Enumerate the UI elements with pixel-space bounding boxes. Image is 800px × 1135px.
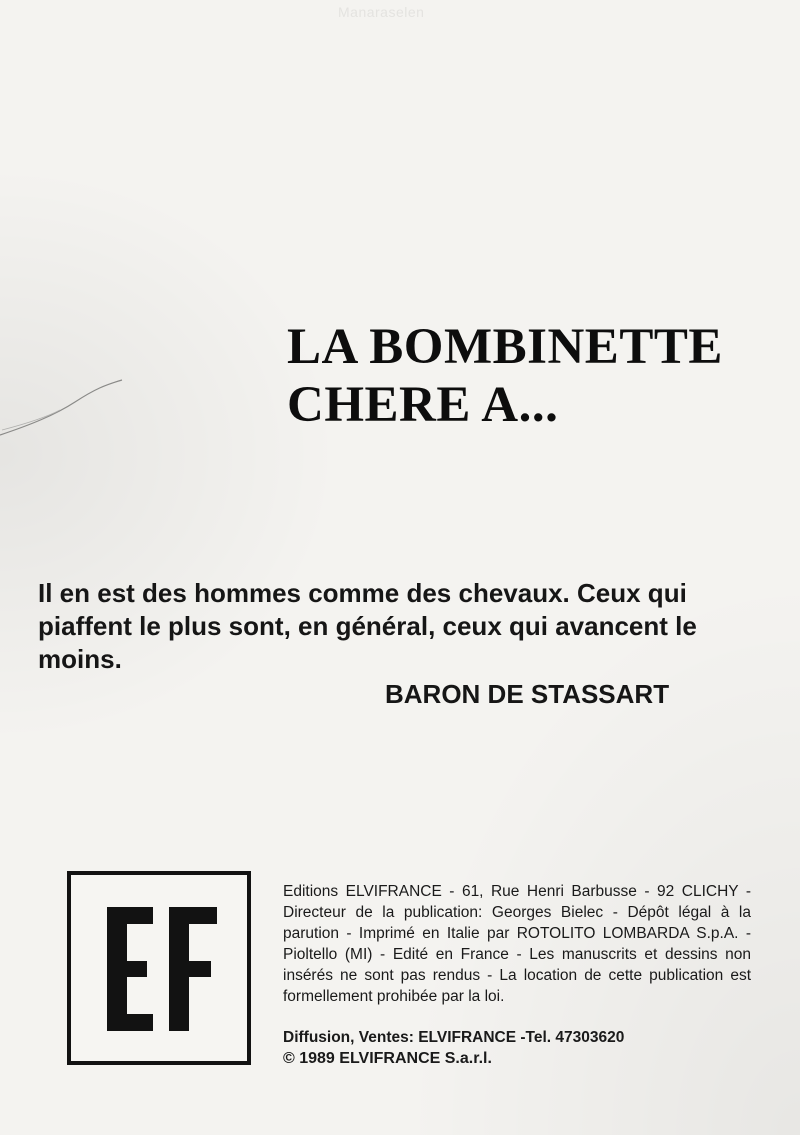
- paper-crease: [0, 360, 130, 450]
- diffusion-line: Diffusion, Ventes: ELVIFRANCE -Tel. 47303620: [283, 1029, 625, 1046]
- epigraph-author: BARON DE STASSART: [385, 679, 670, 709]
- page-title: [287, 318, 767, 434]
- imprint-text: Editions ELVIFRANCE - 61, Rue Henri Barbusse - 92 CLICHY - Directeur de la publication: Georges Bielec - Dépôt légal à la parution - Imprimé en Italie par ROTOLITO LOMBARDA S.p.A. - Pioltello (MI) - Edité en France - Les manuscrits et dessins non insérés ne sont pas rendus - La location de cette publication est formellement prohibée par la loi.: [283, 883, 751, 1005]
- publisher-logo: [67, 871, 251, 1065]
- copyright-line: © 1989 ELVIFRANCE S.a.r.l.: [283, 1050, 492, 1067]
- epigraph-quote: Il en est des hommes comme des chevaux. Ceux qui piaffent le plus sont, en général, ceux qui avancent le moins.: [38, 578, 697, 674]
- ef-logo-icon: [71, 875, 247, 1061]
- title-line-2: CHERE A...: [287, 377, 559, 433]
- watermark-text: Manaraselen: [338, 4, 425, 20]
- title-line-1: LA BOMBINETTE: [287, 319, 723, 375]
